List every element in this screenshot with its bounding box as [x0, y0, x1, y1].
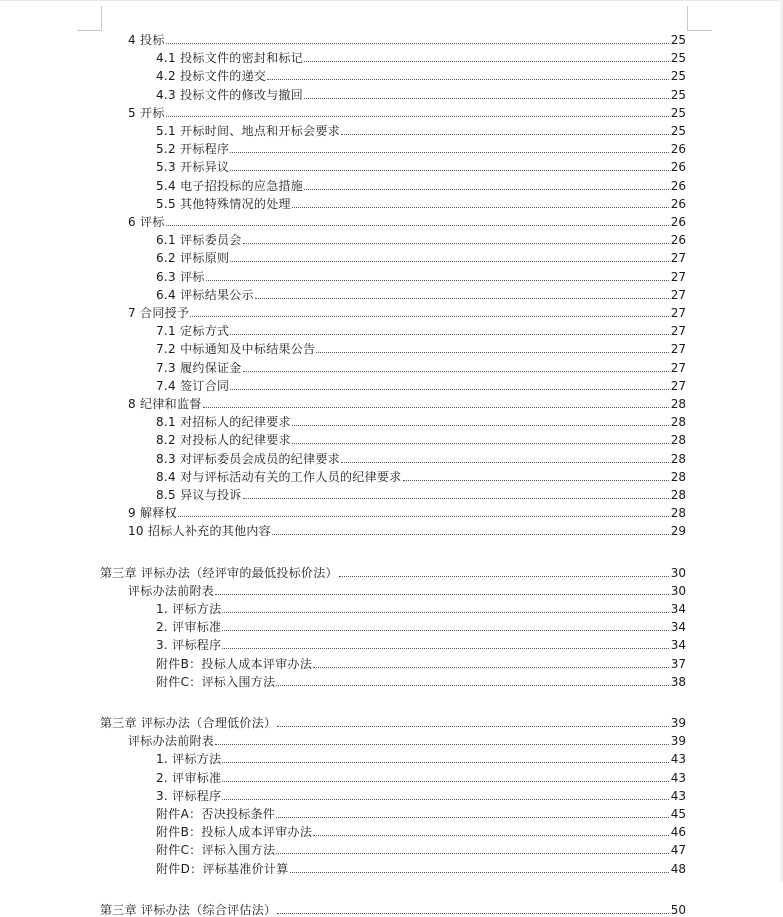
toc-dot-leader: [230, 152, 668, 153]
toc-entry-title: 4.2 投标文件的递交: [156, 69, 267, 84]
toc-page-number: 43: [670, 752, 686, 767]
toc-page-number: 34: [670, 638, 686, 653]
toc-subsection-entry[interactable]: [156, 375, 686, 393]
toc-entry-title: 7 合同授予: [128, 306, 190, 320]
toc-page-number: 43: [670, 770, 686, 785]
toc-entry-title: 5.2 开标程序: [156, 142, 230, 157]
toc-page-number: 26: [670, 196, 686, 211]
toc-page-number: 43: [670, 788, 686, 803]
toc-dot-leader: [166, 225, 669, 226]
toc-page-number: 27: [670, 342, 686, 357]
toc-subsection-entry[interactable]: [156, 247, 686, 265]
toc-page-number: 27: [670, 269, 686, 284]
toc-page-number: 25: [670, 51, 686, 66]
toc-subsection-entry[interactable]: [156, 120, 686, 138]
toc-dot-leader: [313, 835, 669, 836]
toc-page-number: 45: [670, 807, 686, 821]
toc-dot-leader: [304, 61, 669, 62]
toc-entry-title: 附件C：评标入围方法: [156, 674, 276, 689]
toc-page-number: 37: [670, 656, 686, 671]
toc-page-number: 25: [670, 33, 686, 47]
toc-dot-leader: [230, 389, 668, 390]
toc-section-entry[interactable]: [128, 730, 686, 748]
toc-subsection-entry[interactable]: [156, 84, 686, 102]
toc-page-number: 29: [670, 524, 686, 539]
toc-entry-title: 附件B：投标人成本评审办法: [156, 825, 313, 840]
toc-subsection-entry[interactable]: [156, 284, 686, 302]
toc-page-number: 30: [670, 565, 686, 580]
toc-dot-leader: [272, 534, 669, 535]
toc-subsection-entry[interactable]: [156, 839, 686, 857]
toc-entry-title: 1. 评标方法: [156, 752, 222, 767]
toc-dot-leader: [339, 576, 669, 577]
toc-entry-title: 评标办法前附表: [128, 583, 215, 598]
toc-page-number: 25: [670, 69, 686, 84]
toc-subsection-entry[interactable]: [156, 138, 686, 156]
toc-subsection-entry[interactable]: [156, 466, 686, 484]
toc-page-number: 28: [670, 506, 686, 521]
toc-dot-leader: [277, 913, 668, 914]
toc-dot-leader: [277, 726, 668, 727]
toc-entry-title: 2. 评审标准: [156, 770, 222, 785]
toc-dot-leader: [292, 207, 669, 208]
toc-page-number: 30: [670, 583, 686, 598]
toc-page-number: 26: [670, 215, 686, 229]
toc-subsection-entry[interactable]: [156, 448, 686, 466]
toc-entry-title: 4 投标: [128, 33, 165, 47]
page-margin-corner-mark-right: [687, 6, 712, 31]
toc-page-number: 25: [670, 87, 686, 102]
toc-entry-title: 5 开标: [128, 105, 165, 120]
toc-section-entry[interactable]: [128, 393, 686, 411]
toc-entry-title: 8 纪律和监督: [128, 397, 202, 411]
toc-page-number: 28: [670, 433, 686, 448]
toc-dot-leader: [267, 79, 669, 80]
toc-dot-leader: [313, 667, 669, 668]
toc-dot-leader: [292, 443, 669, 444]
toc-dot-leader: [255, 298, 669, 299]
toc-dot-leader: [203, 407, 669, 408]
toc-dot-leader: [276, 685, 668, 686]
toc-chapter-entry[interactable]: [100, 712, 686, 730]
toc-entry-title: 2. 评审标准: [156, 620, 222, 635]
toc-section-entry[interactable]: [128, 302, 686, 320]
toc-entry-title: 8.4 对与评标活动有关的工作人员的纪律要求: [156, 469, 402, 484]
toc-subsection-entry[interactable]: [156, 748, 686, 766]
toc-dot-leader: [341, 462, 669, 463]
toc-entry-title: 5.5 其他特殊情况的处理: [156, 196, 291, 211]
toc-entry-title: 第三章 评标办法（综合评估法）: [100, 902, 277, 917]
toc-subsection-entry[interactable]: [156, 671, 686, 689]
toc-entry-title: 8.1 对招标人的纪律要求: [156, 415, 291, 430]
toc-dot-leader: [178, 516, 669, 517]
toc-page-number: 47: [670, 843, 686, 858]
toc-entry-title: 4.1 投标文件的密封和标记: [156, 51, 304, 66]
toc-page-number: 27: [670, 306, 686, 320]
toc-entry-title: 5.4 电子招投标的应急措施: [156, 178, 304, 193]
toc-subsection-entry[interactable]: [156, 767, 686, 785]
toc-entry-title: 附件D：评标基准价计算: [156, 861, 289, 876]
toc-entry-title: 附件A：否决投标条件: [156, 807, 276, 821]
toc-page-number: 50: [670, 902, 686, 917]
toc-subsection-entry[interactable]: [156, 785, 686, 803]
toc-section-entry[interactable]: [128, 211, 686, 229]
toc-dot-leader: [222, 612, 668, 613]
toc-dot-leader: [222, 762, 668, 763]
toc-entry-title: 5.1 开标时间、地点和开标会要求: [156, 124, 340, 138]
toc-dot-leader: [215, 594, 669, 595]
toc-dot-leader: [243, 498, 669, 499]
toc-page-number: 28: [670, 451, 686, 466]
toc-entry-title: 6.4 评标结果公示: [156, 287, 254, 302]
toc-subsection-entry[interactable]: [156, 653, 686, 671]
toc-entry-title: 7.2 中标通知及中标结果公告: [156, 342, 316, 357]
toc-subsection-entry[interactable]: [156, 858, 686, 876]
toc-page-number: 34: [670, 620, 686, 635]
toc-entry-title: 评标办法前附表: [128, 734, 215, 749]
toc-section-entry[interactable]: [128, 102, 686, 120]
toc-subsection-entry[interactable]: [156, 65, 686, 83]
toc-dot-leader: [222, 630, 668, 631]
toc-subsection-entry[interactable]: [156, 803, 686, 821]
toc-subsection-entry[interactable]: [156, 193, 686, 211]
toc-page-number: 27: [670, 324, 686, 339]
toc-page-number: 26: [670, 233, 686, 248]
toc-dot-leader: [304, 98, 669, 99]
toc-page-number: 25: [670, 105, 686, 120]
toc-subsection-entry[interactable]: [156, 616, 686, 634]
toc-subsection-entry[interactable]: [156, 156, 686, 174]
toc-page-number: 39: [670, 716, 686, 730]
toc-subsection-entry[interactable]: [156, 821, 686, 839]
toc-subsection-entry[interactable]: [156, 429, 686, 447]
toc-page-number: 46: [670, 825, 686, 840]
toc-page-number: 48: [670, 861, 686, 876]
toc-subsection-entry[interactable]: [156, 266, 686, 284]
toc-dot-leader: [230, 170, 668, 171]
toc-subsection-entry[interactable]: [156, 47, 686, 65]
toc-entry-title: 6 评标: [128, 215, 165, 229]
toc-entry-title: 8.2 对投标人的纪律要求: [156, 433, 291, 448]
toc-page-number: 28: [670, 415, 686, 430]
toc-page-number: 25: [670, 124, 686, 138]
toc-dot-leader: [215, 744, 669, 745]
toc-dot-leader: [222, 781, 668, 782]
toc-dot-leader: [243, 371, 669, 372]
toc-section-entry[interactable]: [128, 29, 686, 47]
toc-entry-title: 1. 评标方法: [156, 602, 222, 616]
toc-subsection-entry[interactable]: [156, 598, 686, 616]
page-right-shadow: [779, 0, 783, 882]
toc-section-entry[interactable]: [128, 580, 686, 598]
toc-page-number: 39: [670, 734, 686, 749]
toc-dot-leader: [316, 352, 668, 353]
toc-entry-title: 第三章 评标办法（合理低价法）: [100, 716, 277, 730]
toc-entry-title: 4.3 投标文件的修改与撤回: [156, 87, 304, 102]
page-top-edge: [0, 0, 783, 1]
toc-subsection-entry[interactable]: [156, 411, 686, 429]
toc-subsection-entry[interactable]: [156, 229, 686, 247]
toc-entry-title: 第三章 评标办法（经评审的最低投标价法）: [100, 565, 338, 580]
toc-dot-leader: [230, 261, 668, 262]
toc-dot-leader: [206, 280, 669, 281]
toc-chapter-entry[interactable]: [100, 899, 686, 917]
toc-dot-leader: [190, 316, 668, 317]
toc-dot-leader: [304, 189, 669, 190]
toc-entry-title: 7.1 定标方式: [156, 324, 230, 339]
toc-dot-leader: [292, 425, 669, 426]
toc-dot-leader: [290, 872, 669, 873]
toc-page-number: 27: [670, 251, 686, 266]
toc-section-entry[interactable]: [128, 520, 686, 538]
toc-entry-title: 附件C：评标入围方法: [156, 843, 276, 858]
toc-dot-leader: [230, 334, 668, 335]
toc-entry-title: 3. 评标程序: [156, 788, 222, 803]
page-margin-corner-mark-left: [77, 6, 102, 31]
toc-subsection-entry[interactable]: [156, 338, 686, 356]
toc-page-number: 26: [670, 178, 686, 193]
toc-dot-leader: [243, 243, 669, 244]
toc-entry-title: 7.3 履约保证金: [156, 360, 242, 375]
toc-page-number: 26: [670, 142, 686, 157]
toc-dot-leader: [341, 134, 669, 135]
toc-entry-title: 6.2 评标原则: [156, 251, 230, 266]
toc-subsection-entry[interactable]: [156, 175, 686, 193]
toc-entry-title: 附件B：投标人成本评审办法: [156, 656, 313, 671]
toc-entry-title: 10 招标人补充的其他内容: [128, 524, 271, 539]
toc-entry-title: 6.3 评标: [156, 269, 205, 284]
toc-page-number: 27: [670, 378, 686, 393]
toc-entry-title: 3. 评标程序: [156, 638, 222, 653]
toc-section-entry[interactable]: [128, 502, 686, 520]
toc-subsection-entry[interactable]: [156, 634, 686, 652]
toc-dot-leader: [222, 648, 668, 649]
toc-dot-leader: [166, 43, 669, 44]
toc-dot-leader: [276, 817, 669, 818]
toc-subsection-entry[interactable]: [156, 357, 686, 375]
toc-subsection-entry[interactable]: [156, 320, 686, 338]
toc-page-number: 28: [670, 469, 686, 484]
toc-dot-leader: [222, 799, 668, 800]
toc-page-number: 26: [670, 160, 686, 175]
toc-page-number: 27: [670, 287, 686, 302]
toc-page-number: 34: [670, 602, 686, 616]
toc-dot-leader: [403, 480, 669, 481]
toc-page-number: 28: [670, 397, 686, 411]
toc-page-number: 28: [670, 488, 686, 502]
toc-entry-title: 8.3 对评标委员会成员的纪律要求: [156, 451, 340, 466]
toc-page-number: 38: [670, 674, 686, 689]
toc-entry-title: 9 解释权: [128, 506, 177, 521]
toc-entry-title: 5.3 开标异议: [156, 160, 230, 175]
toc-subsection-entry[interactable]: [156, 484, 686, 502]
toc-entry-title: 6.1 评标委员会: [156, 233, 242, 248]
toc-chapter-entry[interactable]: [100, 562, 686, 580]
toc-entry-title: 8.5 异议与投诉: [156, 488, 242, 502]
toc-dot-leader: [276, 853, 668, 854]
toc-dot-leader: [166, 116, 669, 117]
toc-entry-title: 7.4 签订合同: [156, 378, 230, 393]
toc-page-number: 27: [670, 360, 686, 375]
